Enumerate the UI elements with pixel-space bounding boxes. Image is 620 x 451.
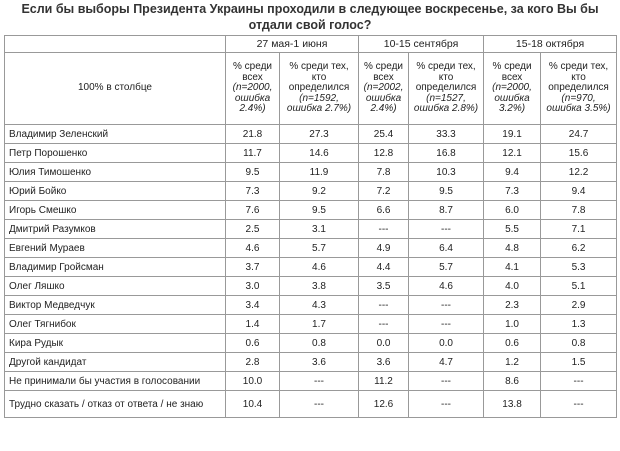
value-cell: 7.1: [541, 220, 617, 239]
value-cell: 7.3: [226, 182, 280, 201]
subheader-meta: (n=1592, ошибка 2.7%): [286, 92, 352, 115]
value-cell: 11.9: [280, 163, 359, 182]
value-cell: 3.0: [226, 277, 280, 296]
subheader-cell: [484, 53, 541, 125]
value-cell: 0.8: [541, 334, 617, 353]
row-label: Юлия Тимошенко: [5, 163, 226, 182]
value-cell: 6.0: [484, 201, 541, 220]
row-label: Дмитрий Разумков: [5, 220, 226, 239]
value-cell: 0.0: [409, 334, 484, 353]
value-cell: ---: [280, 391, 359, 418]
value-cell: 1.2: [484, 353, 541, 372]
period-header: 27 мая-1 июня: [226, 36, 359, 53]
period-header-row: [5, 36, 617, 53]
row-label: Виктор Медведчук: [5, 296, 226, 315]
value-cell: 9.4: [484, 163, 541, 182]
value-cell: 24.7: [541, 125, 617, 144]
value-cell: 10.3: [409, 163, 484, 182]
value-cell: 3.6: [359, 353, 409, 372]
period-header: 15-18 октября: [484, 36, 617, 53]
value-cell: 25.4: [359, 125, 409, 144]
table-row: [5, 353, 617, 372]
value-cell: 4.6: [280, 258, 359, 277]
value-cell: 8.7: [409, 201, 484, 220]
value-cell: 12.1: [484, 144, 541, 163]
value-cell: 12.2: [541, 163, 617, 182]
value-cell: 4.1: [484, 258, 541, 277]
row-label: Юрий Бойко: [5, 182, 226, 201]
subheader-label: % среди тех, кто определился: [288, 61, 350, 94]
row-label: Владимир Гройсман: [5, 258, 226, 277]
subheader-meta: (n=2000, ошибка 3.2%): [492, 82, 532, 115]
subheader-meta: (n=2002, ошибка 2.4%): [363, 82, 404, 115]
subheader-meta: (n=1527, ошибка 2.8%): [413, 92, 479, 115]
value-cell: 16.8: [409, 144, 484, 163]
row-label: Владимир Зеленский: [5, 125, 226, 144]
value-cell: 10.4: [226, 391, 280, 418]
value-cell: 1.7: [280, 315, 359, 334]
value-cell: 0.0: [359, 334, 409, 353]
value-cell: 1.0: [484, 315, 541, 334]
value-cell: 1.3: [541, 315, 617, 334]
value-cell: 2.5: [226, 220, 280, 239]
subheader-meta: (n=970, ошибка 3.5%): [546, 92, 611, 115]
value-cell: 4.8: [484, 239, 541, 258]
row-label: Игорь Смешко: [5, 201, 226, 220]
value-cell: 5.7: [409, 258, 484, 277]
value-cell: 21.8: [226, 125, 280, 144]
subheader-cell: [226, 53, 280, 125]
subheader-cell: [280, 53, 359, 125]
value-cell: ---: [359, 315, 409, 334]
value-cell: ---: [409, 296, 484, 315]
table-row: [5, 277, 617, 296]
value-cell: 3.6: [280, 353, 359, 372]
value-cell: 4.0: [484, 277, 541, 296]
value-cell: 7.3: [484, 182, 541, 201]
subheader-cell: [541, 53, 617, 125]
value-cell: 3.4: [226, 296, 280, 315]
value-cell: 4.7: [409, 353, 484, 372]
table-row: [5, 220, 617, 239]
subheader-cell: [409, 53, 484, 125]
value-cell: 7.8: [541, 201, 617, 220]
value-cell: 3.5: [359, 277, 409, 296]
value-cell: 27.3: [280, 125, 359, 144]
table-row: [5, 296, 617, 315]
value-cell: 4.9: [359, 239, 409, 258]
value-cell: 1.5: [541, 353, 617, 372]
value-cell: 33.3: [409, 125, 484, 144]
corner-label: 100% в столбце: [5, 53, 226, 125]
value-cell: ---: [541, 391, 617, 418]
value-cell: 0.8: [280, 334, 359, 353]
row-label: Не принимали бы участия в голосовании: [5, 372, 226, 391]
table-row: [5, 315, 617, 334]
value-cell: 5.1: [541, 277, 617, 296]
table-row: [5, 182, 617, 201]
value-cell: 9.2: [280, 182, 359, 201]
subheader-label: % среди тех, кто определился: [415, 61, 477, 94]
value-cell: 1.4: [226, 315, 280, 334]
value-cell: 6.2: [541, 239, 617, 258]
value-cell: 19.1: [484, 125, 541, 144]
period-header: 10-15 сентября: [359, 36, 484, 53]
value-cell: 11.7: [226, 144, 280, 163]
table-row: [5, 239, 617, 258]
table-row: [5, 163, 617, 182]
value-cell: ---: [359, 220, 409, 239]
value-cell: 3.7: [226, 258, 280, 277]
value-cell: 14.6: [280, 144, 359, 163]
value-cell: 2.3: [484, 296, 541, 315]
corner-top: [5, 36, 226, 53]
table-row: [5, 258, 617, 277]
table-row: [5, 125, 617, 144]
subheader-cell: [359, 53, 409, 125]
value-cell: 13.8: [484, 391, 541, 418]
table-row: [5, 144, 617, 163]
row-label: Евгений Мураев: [5, 239, 226, 258]
value-cell: 6.6: [359, 201, 409, 220]
value-cell: 9.5: [280, 201, 359, 220]
value-cell: ---: [409, 391, 484, 418]
value-cell: 4.6: [226, 239, 280, 258]
value-cell: 7.2: [359, 182, 409, 201]
subheader-label: % среди всех: [492, 61, 532, 83]
value-cell: 11.2: [359, 372, 409, 391]
row-label: Олег Ляшко: [5, 277, 226, 296]
table-row: [5, 201, 617, 220]
value-cell: 12.8: [359, 144, 409, 163]
value-cell: 15.6: [541, 144, 617, 163]
value-cell: 6.4: [409, 239, 484, 258]
value-cell: ---: [409, 315, 484, 334]
poll-table: [4, 35, 617, 418]
value-cell: 8.6: [484, 372, 541, 391]
value-cell: 5.7: [280, 239, 359, 258]
value-cell: 10.0: [226, 372, 280, 391]
value-cell: 12.6: [359, 391, 409, 418]
value-cell: 3.8: [280, 277, 359, 296]
value-cell: 5.3: [541, 258, 617, 277]
value-cell: ---: [541, 372, 617, 391]
row-label: Трудно сказать / отказ от ответа / не знаю: [5, 391, 226, 418]
row-label: Олег Тягнибок: [5, 315, 226, 334]
table-row: [5, 391, 617, 418]
subheader-label: % среди всех: [364, 61, 404, 83]
value-cell: 2.8: [226, 353, 280, 372]
row-label: Петр Порошенко: [5, 144, 226, 163]
value-cell: 0.6: [484, 334, 541, 353]
row-label: Кира Рудык: [5, 334, 226, 353]
row-label: Другой кандидат: [5, 353, 226, 372]
value-cell: ---: [409, 220, 484, 239]
value-cell: 7.8: [359, 163, 409, 182]
value-cell: 9.5: [409, 182, 484, 201]
value-cell: 7.6: [226, 201, 280, 220]
value-cell: 4.3: [280, 296, 359, 315]
table-row: [5, 334, 617, 353]
value-cell: ---: [359, 296, 409, 315]
subheader-label: % среди всех: [233, 61, 272, 83]
subheader-row: [5, 53, 617, 125]
value-cell: ---: [280, 372, 359, 391]
value-cell: 9.4: [541, 182, 617, 201]
subheader-meta: (n=2000, ошибка 2.4%): [232, 82, 273, 115]
subheader-label: % среди тех, кто определился: [548, 61, 609, 94]
value-cell: 4.4: [359, 258, 409, 277]
value-cell: 2.9: [541, 296, 617, 315]
value-cell: 3.1: [280, 220, 359, 239]
table-row: [5, 372, 617, 391]
value-cell: 5.5: [484, 220, 541, 239]
value-cell: ---: [409, 372, 484, 391]
value-cell: 9.5: [226, 163, 280, 182]
page-title: Если бы выборы Президента Украины проходили в следующее воскресенье, за кого Вы бы отдали свой голос?: [21, 2, 599, 32]
value-cell: 0.6: [226, 334, 280, 353]
value-cell: 4.6: [409, 277, 484, 296]
